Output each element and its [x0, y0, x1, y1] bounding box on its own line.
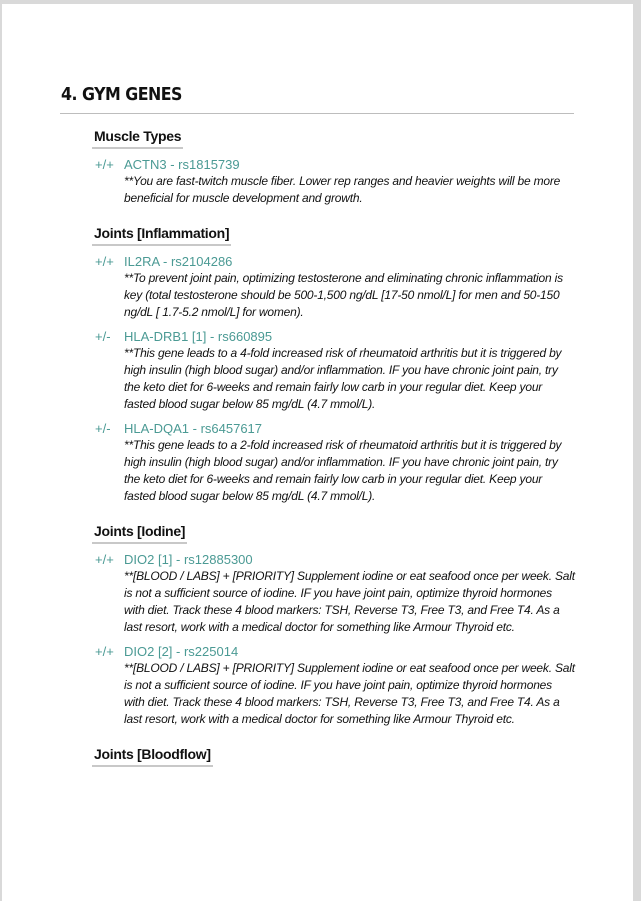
- title-divider: [60, 113, 574, 114]
- gene-name: ACTN3 - rs1815739: [124, 157, 240, 172]
- genotype: +/-: [95, 329, 111, 344]
- gene-entry-actn3: [95, 156, 575, 207]
- gene-description: **You are fast-twitch muscle fiber. Lower rep ranges and heavier weights will be more beneficial for muscle development and growth.: [124, 174, 561, 205]
- page-title: 4. GYM GENES: [61, 84, 182, 105]
- gene-entry-dio2-2: [95, 643, 575, 728]
- gene-name: HLA-DRB1 [1] - rs660895: [124, 329, 273, 344]
- gene-description: **To prevent joint pain, optimizing testosterone and eliminating chronic inflammation is key (total testosterone should be 500-1,500 ng/dL [17-50 nmol/L] for men and 50-150 ng/dL [ 1.7-5.2 nmol/L] for women).: [124, 271, 563, 319]
- gene-name: DIO2 [2] - rs225014: [124, 644, 239, 659]
- genotype: +/+: [95, 644, 114, 659]
- gene-description: **This gene leads to a 4-fold increased risk of rheumatoid arthritis but it is triggered by high insulin (high blood sugar) and/or inflammation. IF you have chronic joint pain, try the keto diet for 6-weeks and remain fairly low carb in your regular diet. Keep your fasted blood sugar below 85 mg/dL (4.7 mmol/L).: [124, 346, 562, 411]
- gene-entry-hla-drb1: [95, 328, 575, 413]
- gene-description: **This gene leads to a 2-fold increased risk of rheumatoid arthritis but it is triggered by high insulin (high blood sugar) and/or inflammation. IF you have chronic joint pain, try the keto diet for 6-weeks and remain fairly low carb in your regular diet. Keep your fasted blood sugar below 85 mg/dL (4.7 mmol/L).: [124, 438, 562, 503]
- genotype: +/+: [95, 157, 114, 172]
- section-heading: Joints [Iodine]: [92, 523, 187, 544]
- genotype: +/-: [95, 421, 111, 436]
- gene-name: HLA-DQA1 - rs6457617: [124, 421, 263, 436]
- genotype: +/+: [95, 254, 114, 269]
- section-joints-iodine-heading: [92, 523, 187, 544]
- gene-name: IL2RA - rs2104286: [124, 254, 233, 269]
- genotype: +/+: [95, 552, 114, 567]
- section-heading: Joints [Bloodflow]: [92, 746, 213, 767]
- section-joints-bloodflow-heading: [92, 746, 213, 767]
- gene-name: DIO2 [1] - rs12885300: [124, 552, 253, 567]
- section-joints-inflammation-heading: [92, 225, 231, 246]
- section-heading: Joints [Inflammation]: [92, 225, 231, 246]
- gene-description: **[BLOOD / LABS] + [PRIORITY] Supplement iodine or eat seafood once per week. Salt is not a sufficient source of iodine. IF you have joint pain, optimize thyroid hormones with diet. Track these 4 blood markers: TSH, Reverse T3, Free T3, and Free T4. As a last resort, work with a medical doctor for something like Armour Thyroid etc.: [124, 569, 575, 634]
- gene-entry-dio2-1: [95, 551, 575, 636]
- document-page: [2, 4, 633, 901]
- gene-entry-hla-dqa1: [95, 420, 575, 505]
- gene-description: **[BLOOD / LABS] + [PRIORITY] Supplement iodine or eat seafood once per week. Salt is not a sufficient source of iodine. IF you have joint pain, optimize thyroid hormones with diet. Track these 4 blood markers: TSH, Reverse T3, Free T3, and Free T4. As a last resort, work with a medical doctor for something like Armour Thyroid etc.: [124, 661, 575, 726]
- section-muscle-types-heading: [92, 128, 183, 149]
- gene-entry-il2ra: [95, 253, 575, 321]
- section-heading: Muscle Types: [92, 128, 183, 149]
